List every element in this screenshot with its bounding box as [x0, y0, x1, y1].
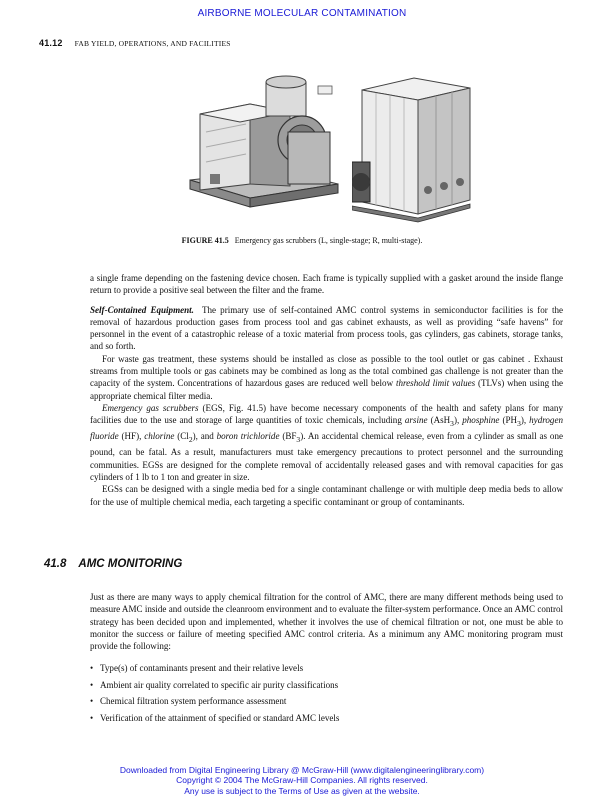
section-title: AMC MONITORING: [78, 558, 183, 570]
running-head-title: FAB YIELD, OPERATIONS, AND FACILITIES: [74, 39, 231, 48]
list-item: • Chemical filtration system performance assessment: [90, 694, 563, 709]
upper-body: [90, 272, 563, 508]
monitoring-list: [90, 661, 563, 725]
footer-notice: [0, 765, 604, 796]
paragraph-self-contained: Self-Contained Equipment. The primary use of self-contained AMC control systems in semiconductor facilities is for the removal of hazardous production gases from process tool and gas cabinet exhausts, as well as providing “safe havens” for personnel in the event of a catastrophic release of a toxic material from process tools, gas cylinders, gas cabinets, storage tanks, and so forth.: [90, 304, 564, 352]
top-banner: AIRBORNE MOLECULAR CONTAMINATION: [197, 8, 407, 19]
list-item: • Ambient air quality correlated to specific air purity classifications: [90, 678, 563, 693]
figure-caption-text: Emergency gas scrubbers (L, single-stage; R, multi-stage).: [234, 236, 423, 245]
footer-terms: Any use is subject to the Terms of Use as given at the website.: [184, 785, 420, 796]
multi-stage-scrubber-photo: [352, 66, 472, 226]
section-number: 41.8: [44, 558, 67, 570]
running-head: [39, 38, 231, 48]
paragraph-monitoring: Just as there are many ways to apply chemical filtration for the control of AMC, there are many different methods being used to measure AMC inside and outside the cleanroom environment and to evaluate the filter-system performance. Once an AMC control strategy has been decided upon and implemented, whether it involves the use of chemical filtration or not, one must be able to monitor the success or failure of meeting specified AMC control criteria. As a minimum any AMC monitoring program must provide the following:: [90, 592, 563, 652]
single-stage-scrubber-photo: [170, 62, 340, 230]
figure-41-5: [170, 62, 472, 230]
paragraph-waste-gas: For waste gas treatment, these systems should be installed as close as possible to the tool outlet or gas cabinet . Exhaust streams from multiple tools or gas cabinets may be combined as long as the total combined gas challenge is not greater than the capacity of the system. Concentrations of hazardous gases are reduced well below threshold limit values (TLVs) when using the appropriate chemical filter media.: [90, 353, 563, 401]
list-item: • Verification of the attainment of specified or standard AMC levels: [90, 711, 563, 726]
monitoring-body: [90, 591, 563, 727]
figure-caption: [0, 236, 604, 245]
page-number: 41.12: [39, 38, 63, 48]
paragraph-continued: a single frame depending on the fastening device chosen. Each frame is typically supplied with a gasket around the inside flange return to provide a positive seal between the filter and the frame.: [90, 273, 563, 296]
footer-copyright: Copyright © 2004 The McGraw-Hill Companies. All rights reserved.: [176, 775, 428, 786]
figure-label: FIGURE 41.5: [181, 236, 229, 245]
paragraph-egs: Emergency gas scrubbers (EGS, Fig. 41.5) have become necessary components of the health and safety plans for many facilities due to the use and storage of large quantities of toxic chemicals, including arsine (AsH$_3$), phosphine $(PH_3)$, hydrogen fluoride (HF), chlorine $(Cl_2)$, and boron trichloride $(BF_3)$. An accidental chemical release, even from a cylinder as small as one pound, can be fatal. As a result, manufacturers must take emergency precautions to protect personnel and the surrounding communities. EGSs are designed for the complete removal of accidentally released gases and with removal capacities for gas cylinders of 1 lb to 1 ton and greater in size.: [90, 402, 563, 483]
footer-download-link[interactable]: Downloaded from Digital Engineering Library @ McGraw-Hill (www.digitalengineeringlibrary.com): [119, 765, 485, 775]
list-item: • Type(s) of contaminants present and their relative levels: [90, 661, 563, 676]
paragraph-egs-design: EGSs can be designed with a single media bed for a single contaminant challenge or with multiple deep media beds to allow for the use of multiple chemical media, each targeting a specific contaminant or group of contaminants.: [90, 484, 563, 507]
section-heading: [44, 558, 182, 570]
runin-heading: Self-Contained Equipment.: [90, 304, 194, 315]
